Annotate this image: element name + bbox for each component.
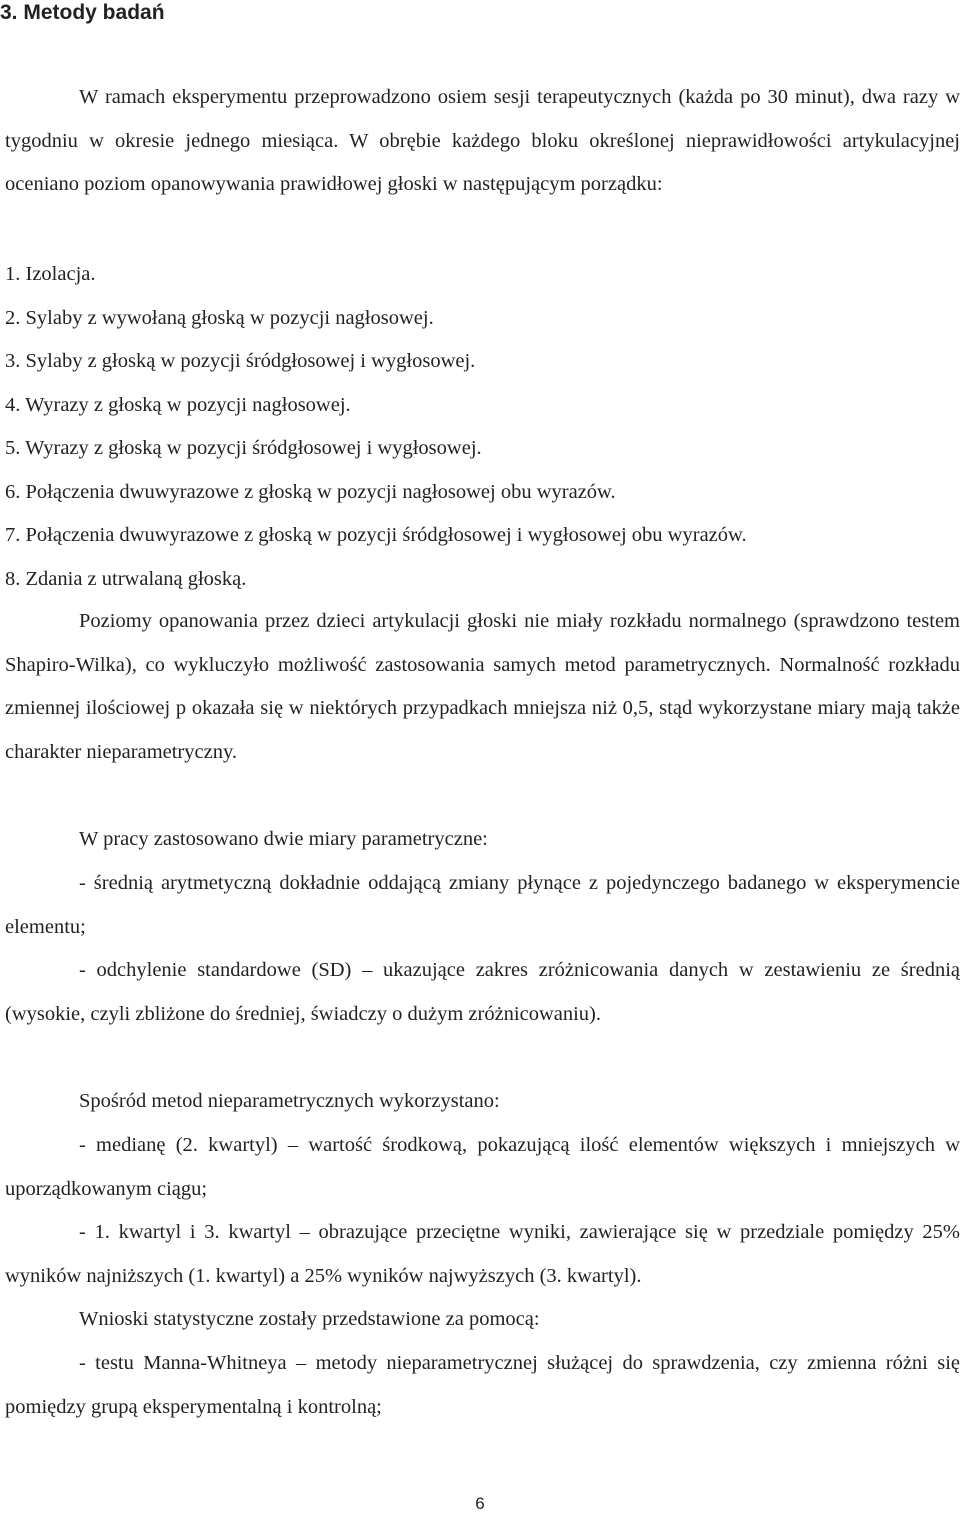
nonparametric-quartiles-item: - 1. kwartyl i 3. kwartyl – obrazujące przeciętne wyniki, zawierające się w przedziale pomiędzy 25% wyników najniższych (1. kwartyl) a 25% wyników najwyższych (3. kwartyl).: [5, 1221, 960, 1287]
list-item: 4. Wyrazy z głoską w pozycji nagłosowej.: [5, 393, 351, 416]
order-list: [5, 253, 960, 601]
levels-paragraph: Poziomy opanowania przez dzieci artykulacji głoski nie miały rozkładu normalnego (sprawdzono testem Shapiro-Wilka), co wykluczyło możliwość zastosowania samych metod parametrycznych. Normalność rozkładu zmiennej ilościowej p okazała się w niektórych przypadkach mniejsza niż 0,5, stąd wykorzystane miary mają także charakter nieparametryczny.: [5, 610, 960, 764]
page-number: 6: [475, 1494, 485, 1513]
list-item: 5. Wyrazy z głoską w pozycji śródgłosowej i wygłosowej.: [5, 437, 482, 459]
parametric-mean-item: - średnią arytmetyczną dokładnie oddającą zmiany płynące z pojedynczego badanego w eksperymencie elementu;: [5, 872, 960, 938]
conclusions-intro: Wnioski statystyczne zostały przedstawione za pomocą:: [79, 1308, 540, 1330]
parametric-sd-item: - odchylenie standardowe (SD) – ukazujące zakres zróżnicowania danych w zestawieniu ze średnią (wysokie, czyli zbliżone do średniej, świadczy o dużym zróżnicowaniu).: [5, 959, 960, 1025]
list-item: 6. Połączenia dwuwyrazowe z głoską w pozycji nagłosowej obu wyrazów.: [5, 480, 616, 503]
list-item: 7. Połączenia dwuwyrazowe z głoską w pozycji śródgłosowej i wygłosowej obu wyrazów.: [5, 524, 747, 546]
section-heading: 3. Metody badań: [0, 1, 165, 24]
nonparametric-intro: Spośród metod nieparametrycznych wykorzystano:: [79, 1090, 500, 1112]
list-item: 1. Izolacja.: [5, 263, 96, 285]
nonparametric-median-item: - medianę (2. kwartyl) – wartość środkową, pokazującą ilość elementów większych i mniejszych w uporządkowanym ciągu;: [5, 1134, 960, 1200]
mann-whitney-item: - testu Manna-Whitneya – metody nieparametrycznej służącej do sprawdzenia, czy zmienna różni się pomiędzy grupą eksperymentalną i kontrolną;: [5, 1352, 960, 1418]
parametric-intro: W pracy zastosowano dwie miary parametryczne:: [79, 828, 488, 850]
list-item: 2. Sylaby z wywołaną głoską w pozycji nagłosowej.: [5, 306, 434, 329]
list-item: 3. Sylaby z głoską w pozycji śródgłosowej i wygłosowej.: [5, 350, 476, 372]
intro-paragraph: W ramach eksperymentu przeprowadzono osiem sesji terapeutycznych (każda po 30 minut), dwa razy w tygodniu w okresie jednego miesiąca. W obrębie każdego bloku określonej nieprawidłowości artykulacyjnej oceniano poziom opanowywania prawidłowej głoski w następującym porządku:: [5, 86, 960, 196]
list-item: 8. Zdania z utrwalaną głoską.: [5, 567, 247, 590]
